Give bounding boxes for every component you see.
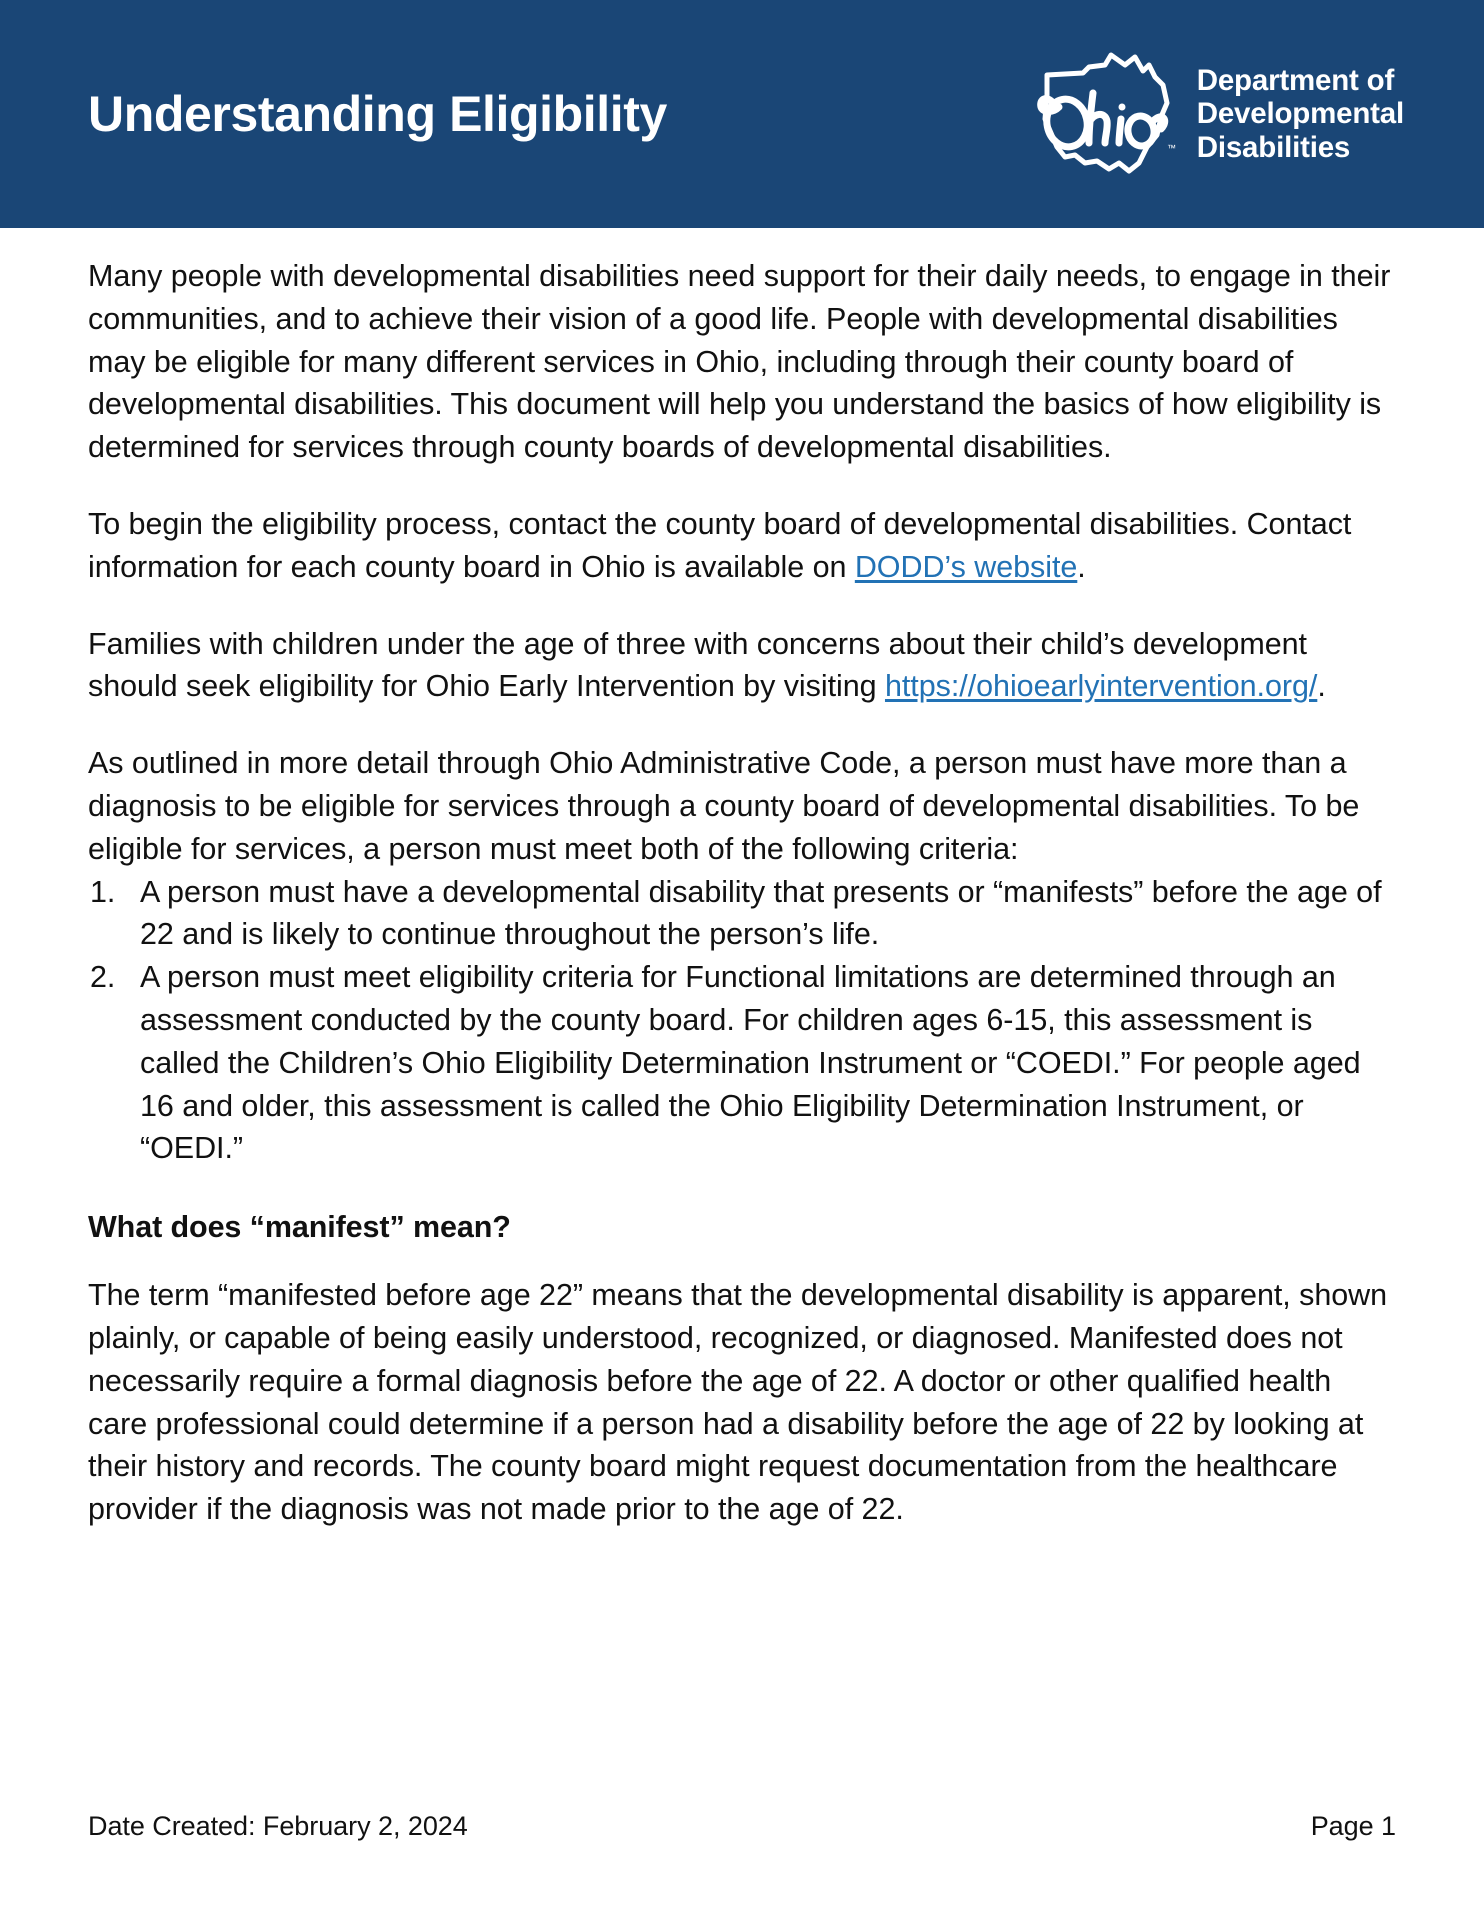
document-footer: [88, 1811, 1396, 1842]
manifest-explanation-paragraph: The term “manifested before age 22” means that the developmental disability is apparent, shown plainly, or capable of being easily understood, recognized, or diagnosed. Manifested does not necessarily require a formal diagnosis before the age of 22. A doctor or other qualified health care professional could determine if a person had a disability before the age of 22 by looking at their history and records. The county board might request documentation from the healthcare provider if the diagnosis was not made prior to the age of 22.: [88, 1278, 1388, 1527]
manifest-section-heading: What does “manifest” mean?: [88, 1210, 511, 1245]
dodd-website-link[interactable]: DODD’s website: [854, 549, 1078, 584]
document-header: [0, 0, 1484, 228]
page-number-label: Page 1: [1310, 1811, 1396, 1841]
intro-paragraph: Many people with developmental disabilities need support for their daily needs, to engage in their communities, and to achieve their vision of a good life. People with developmental disabilities may be eligible for many different services in Ohio, including through their county board of developmental disabilities. This document will help you understand the basics of how eligibility is determined for services through county boards of developmental disabilities.: [88, 259, 1391, 465]
date-created-label: Date Created: February 2, 2024: [88, 1811, 468, 1841]
department-wordmark: [1197, 64, 1404, 164]
early-intervention-paragraph: [88, 623, 1395, 709]
dept-line-1: Department of: [1196, 64, 1395, 97]
ei-text-after-link: .: [1317, 669, 1326, 704]
dodd-logo: [1031, 51, 1404, 177]
dept-line-2: Developmental: [1196, 97, 1404, 131]
list-item: A person must meet eligibility criteria for Functional limitations are determined through an assessment conducted by the county board. For children ages 6-15, this assessment is called the Children’s Ohio Eligibility Determination Instrument or “COEDI.” For people aged 16 and older, this assessment is called the Ohio Eligibility Determination Instrument, or “OEDI.”: [140, 960, 1361, 1166]
eligibility-criteria-list: [88, 871, 1398, 1171]
svg-text:™: ™: [1166, 143, 1176, 153]
page-title: Understanding Eligibility: [88, 85, 667, 142]
list-item: A person must have a developmental disability that presents or “manifests” before the age of 22 and is likely to continue throughout the person’s life.: [140, 874, 1382, 952]
criteria-intro-paragraph: As outlined in more detail through Ohio Administrative Code, a person must have more than a diagnosis to be eligible for services through a county board of developmental disabilities. To be eligible for services, a person must meet both of the following criteria:: [88, 746, 1360, 866]
dept-line-3: Disabilities: [1196, 130, 1351, 164]
ohio-early-intervention-link[interactable]: https://ohioearlyintervention.org/: [884, 669, 1318, 704]
contact-paragraph: [88, 503, 1395, 589]
contact-text-after-link: .: [1077, 549, 1086, 584]
contact-text-before-link: To begin the eligibility process, contact the county board of developmental disabilities. Contact information for each county board in Ohio is available on: [88, 506, 1352, 584]
ohio-state-outline-logo-icon: [1031, 51, 1181, 177]
ei-text-before-link: Families with children under the age of three with concerns about their child’s development should seek eligibility for Ohio Early Intervention by visiting: [88, 626, 1307, 704]
document-body: [88, 255, 1400, 1565]
